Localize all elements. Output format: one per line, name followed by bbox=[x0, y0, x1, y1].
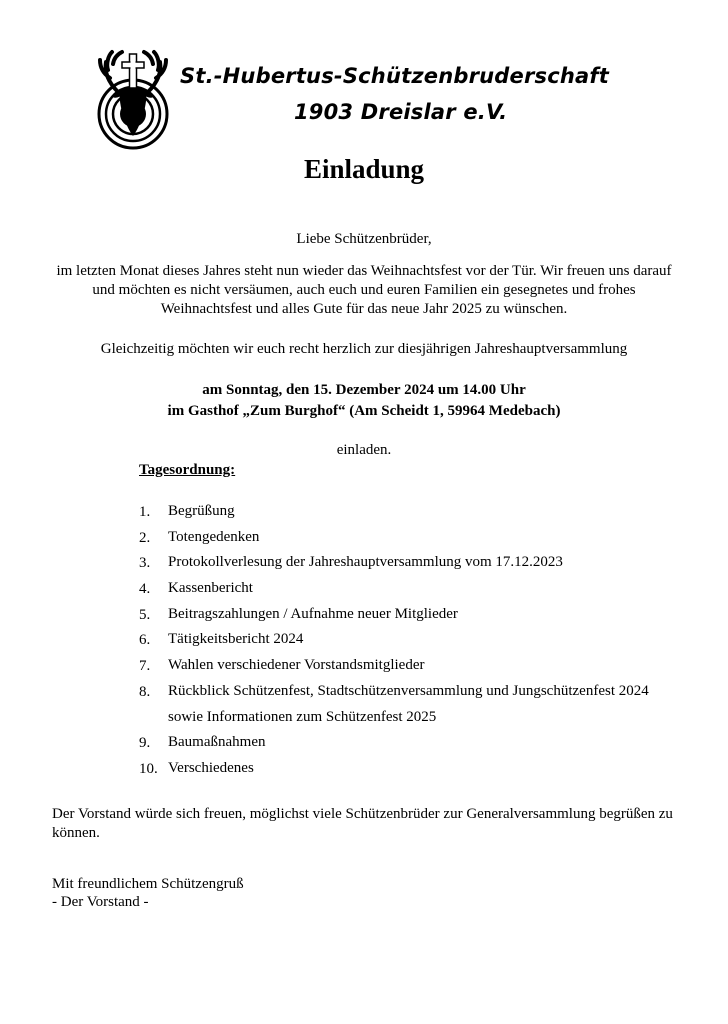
agenda-item-number: 2. bbox=[139, 529, 151, 546]
agenda-item-number: 10. bbox=[139, 760, 158, 777]
agenda-list bbox=[139, 501, 688, 784]
greeting: Mit freundlichem Schützengruß bbox=[52, 876, 244, 892]
agenda-item bbox=[139, 655, 688, 681]
agenda-item bbox=[139, 552, 688, 578]
agenda-item-number: 7. bbox=[139, 658, 151, 675]
agenda-item-number: 3. bbox=[139, 555, 151, 572]
agenda-item bbox=[139, 732, 688, 758]
agenda-item-number: 6. bbox=[139, 632, 151, 649]
agenda-item bbox=[139, 578, 688, 604]
agenda-item bbox=[139, 527, 688, 553]
agenda-item-text: Totengedenken bbox=[168, 528, 260, 545]
invitation-paragraph: Gleichzeitig möchten wir euch recht herzlich zur diesjährigen Jahreshauptversammlung bbox=[100, 341, 628, 357]
agenda-item-text: Wahlen verschiedener Vorstandsmitglieder bbox=[168, 657, 425, 674]
agenda-item-text: Beitragszahlungen / Aufnahme neuer Mitglieder bbox=[168, 605, 458, 622]
agenda-item bbox=[139, 604, 688, 630]
document-title: Einladung bbox=[303, 154, 425, 184]
agenda-item bbox=[139, 501, 688, 527]
agenda-item bbox=[139, 758, 688, 784]
hubertus-stag-cross-target-icon bbox=[96, 44, 170, 152]
invitation-closing: einladen. bbox=[336, 442, 392, 458]
organization-subline: 1903 Dreislar e.V. bbox=[294, 100, 508, 124]
agenda-item-number: 9. bbox=[139, 735, 151, 752]
intro-line: im letzten Monat dieses Jahres steht nun wieder das Weihnachtsfest vor der Tür. Wir freuen uns darauf bbox=[56, 263, 672, 279]
agenda-item-line: Rückblick Schützenfest, Stadtschützenversammlung und Jungschützenfest 2024 bbox=[168, 682, 649, 699]
agenda-item bbox=[139, 629, 688, 655]
salutation: Liebe Schützenbrüder, bbox=[296, 231, 432, 247]
agenda-item-text bbox=[168, 679, 688, 730]
agenda-item-number: 1. bbox=[139, 504, 151, 520]
event-date: am Sonntag, den 15. Dezember 2024 um 14.00 Uhr bbox=[202, 382, 526, 398]
agenda-item-text: Protokollverlesung der Jahreshauptversammlung vom 17.12.2023 bbox=[168, 554, 563, 571]
agenda-item-text: Kassenbericht bbox=[168, 580, 253, 597]
agenda-heading: Tagesordnung: bbox=[139, 462, 236, 478]
agenda-item-text: Verschiedenes bbox=[168, 759, 254, 776]
organization-name: St.-Hubertus-Schützenbruderschaft bbox=[180, 64, 609, 88]
intro-line: Weihnachtsfest und alles Gute für das neue Jahr 2025 zu wünschen. bbox=[160, 301, 568, 317]
agenda-item-line: sowie Informationen zum Schützenfest 2025 bbox=[168, 708, 437, 725]
agenda-item bbox=[139, 681, 688, 732]
signoff: - Der Vorstand - bbox=[52, 894, 149, 910]
closing-paragraph: Der Vorstand würde sich freuen, möglichst viele Schützenbrüder zur Generalversammlung begrüßen zu können. bbox=[52, 806, 673, 841]
event-details bbox=[0, 380, 728, 422]
agenda-item-number: 5. bbox=[139, 606, 151, 623]
intro-paragraph bbox=[0, 262, 728, 319]
agenda-item-text: Begrüßung bbox=[168, 503, 235, 519]
event-location: im Gasthof „Zum Burghof“ (Am Scheidt 1, 59964 Medebach) bbox=[167, 403, 561, 419]
agenda-item-text: Tätigkeitsbericht 2024 bbox=[168, 631, 304, 648]
agenda-item-number: 8. bbox=[139, 683, 151, 700]
intro-line: und möchten es nicht versäumen, auch euch und euren Familien ein gesegnetes und frohes bbox=[92, 282, 636, 298]
agenda-item-text: Baumaßnahmen bbox=[168, 734, 266, 751]
agenda-item-number: 4. bbox=[139, 581, 151, 598]
